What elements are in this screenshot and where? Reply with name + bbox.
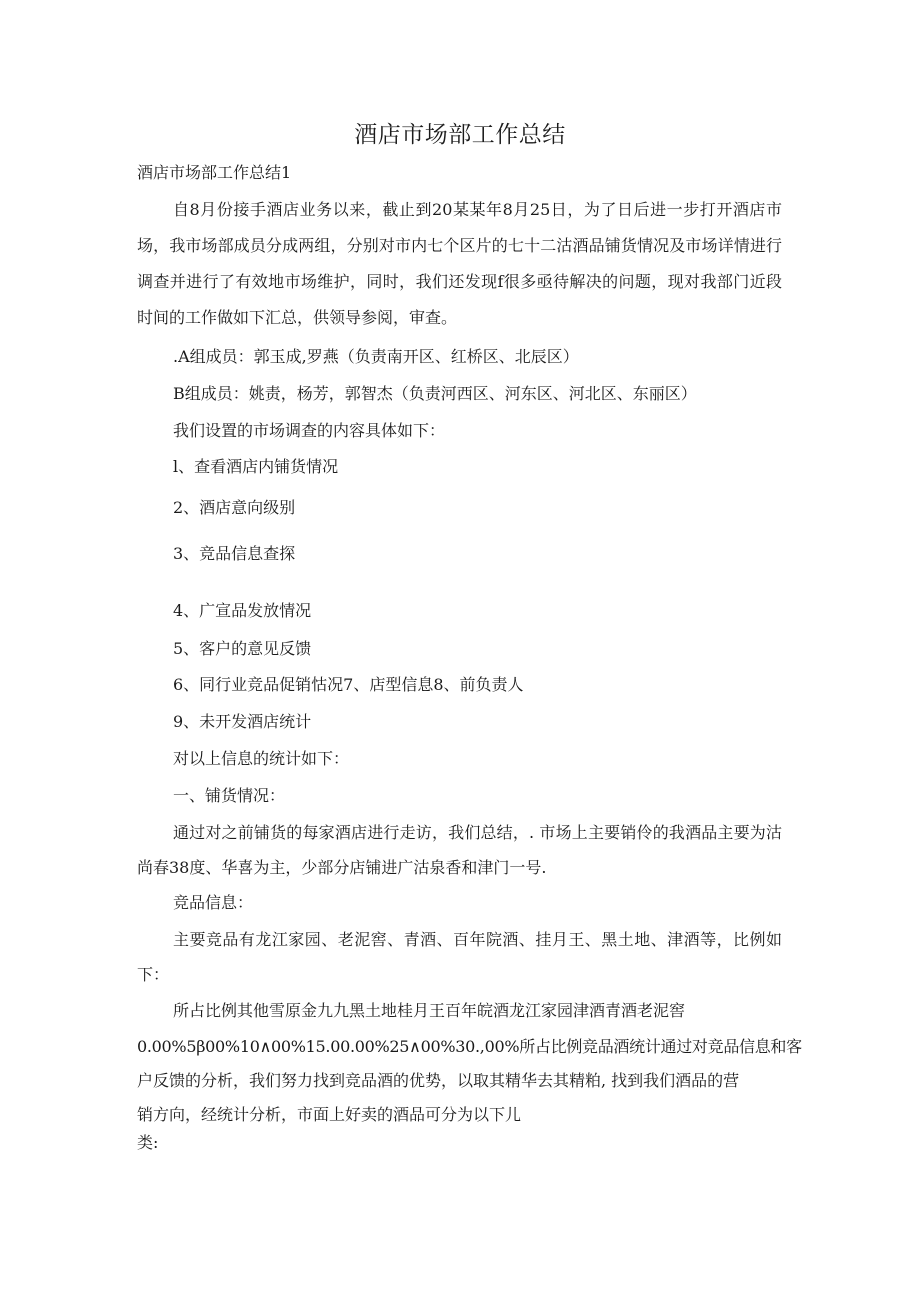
list-item: 2、酒店意向级别 — [173, 498, 296, 517]
stats-intro: 对以上信息的统计如下： — [173, 749, 350, 768]
document-subtitle: 酒店市场部工作总结1 — [137, 163, 292, 182]
list-item: 4、广宣品发放情况 — [173, 601, 312, 620]
intro-paragraph: 自8月份接手酒店业务以来，截止到20某某年8月25日，为了日后进一步打开酒店市场，我市场部成员分成两组，分别对市内七个区片的七十二沽酒品铺货情况及市场详情进行调查并进行了有效地市场维护，同时，我们还发现f很多亟待解决的问题，现对我部门近段时间的工作做如下汇总，供领导参阅，审查。 — [137, 200, 782, 327]
analysis-line: 户反馈的分析，我们努力找到竞品酒的优势，以取其精华去其精粕, 找到我们酒品的营 — [137, 1071, 740, 1090]
competitor-paragraph: 主要竞品有龙江家园、老泥窖、青酒、百年院酒、挂月王、黑土地、津酒等，比例如下： — [137, 930, 782, 984]
competitor-heading: 竞品信息： — [173, 893, 254, 912]
ratio-categories-line: 所占比例其他雪原金九九黑土地桂月王百年皖酒龙江家园津酒青酒老泥窖 — [173, 1001, 686, 1020]
list-item: 9、未开发酒店统计 — [173, 712, 312, 731]
analysis-line: 类: — [137, 1133, 159, 1152]
group-b-members: B组成员：姚责，杨芳，郭智杰（负责河西区、河东区、河北区、东丽区） — [173, 384, 697, 403]
list-item: 6、同行业竞品促销怙况7、店型信息8、前负责人 — [173, 675, 524, 694]
list-item: 5、客户的意见反馈 — [173, 639, 312, 658]
list-item: 3、竞品信息查探 — [173, 544, 296, 563]
survey-intro: 我们设置的市场调查的内容具体如下： — [173, 421, 446, 440]
analysis-line: 销方向，经统计分析，市面上好卖的酒品可分为以下儿 — [137, 1105, 522, 1124]
ratio-values-line: 0.00%5β00%10∧00%15.00.00%25∧00%30.,00%所占比例竞品酒统计通过对竞品信息和客 — [137, 1037, 802, 1056]
list-item: l、查看酒店内铺货情况 — [173, 457, 339, 476]
section-one-paragraph: 通过对之前铺货的每家酒店进行走访，我们总结，. 市场上主要销伶的我酒品主要为沽尚春38度、华喜为主，少部分店铺进广沽泉香和津门一号. — [137, 823, 782, 877]
document-title: 酒店市场部工作总结 — [354, 122, 566, 148]
section-heading: 一、铺货情况： — [173, 786, 286, 805]
group-a-members: .A组成员：郭玉成,罗燕（负责南开区、红桥区、北辰区） — [173, 347, 579, 366]
